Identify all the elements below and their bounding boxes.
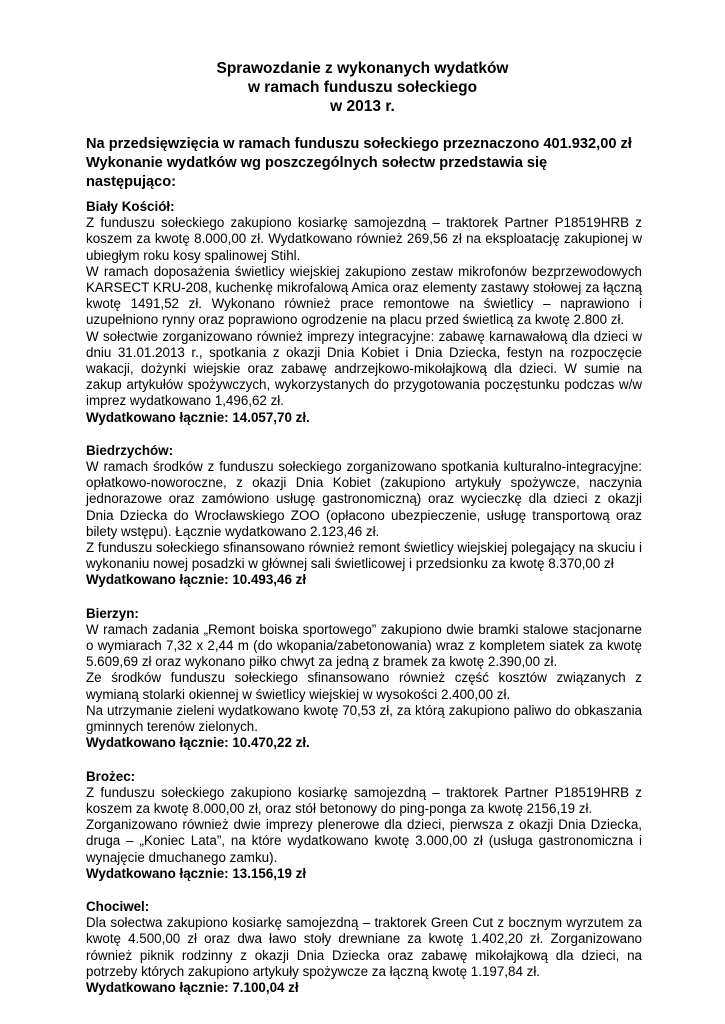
section-total: Wydatkowano łącznie: 10.493,46 zł (86, 572, 307, 588)
section-paragraph: W ramach środków z funduszu sołeckiego zorganizowano spotkania kulturalno-integracyjne: opłatkowo-noworoczne, z okazji Dnia Kobiet (zakupiono artykuły spożywcze, naczynia jednorazowe oraz zamówiono usługę gastronomiczną) oraz wycieczkę dla dzieci z okazji Dnia Dziecka do Wrocławskiego ZOO (opłacono ubezpieczenie, usługę transportową oraz bilety wstępu). Łącznie wydatkowano 2.123,46 zł. (86, 459, 642, 539)
section-paragraph: Z funduszu sołeckiego zakupiono kosiarkę samojezdną – traktorek Partner P18519HRB z koszem za kwotę 8.000,00 zł. Wydatkowano również 269,56 zł na eksploatację zakupionej w ubiegłym roku kosy spalinowej Stihl. (86, 215, 642, 263)
section-title: Biedrzychów: (86, 442, 174, 458)
title-line-3: w 2013 r. (330, 98, 395, 115)
section-title: Chociwel: (86, 898, 150, 914)
section-paragraph: Z funduszu sołeckiego sfinansowano również remont świetlicy wiejskiej polegający na skuciu i wykonaniu nowej posadzki w głównej sali świetlicowej i przedsionku za kwotę 8.370,00 zł (86, 540, 642, 572)
section-title: Brożec: (86, 768, 136, 784)
document-title (0, 59, 725, 116)
section-title: Bierzyn: (86, 605, 139, 621)
section-bialy-kosciol (86, 199, 642, 426)
section-paragraph: W ramach doposażenia świetlicy wiejskiej zakupiono zestaw mikrofonów bezprzewodowych KARSECT KRU-208, kuchenkę mikrofalową Amica oraz elementy zastawy stołowej za łączną kwotę 1491,52 zł. Wykonano również prace remontowe na świetlicy – naprawiono i uzupełniono rynny oraz poprawiono ogrodzenie na placu przed świetlicą za kwotę 2.800 zł. (86, 263, 642, 328)
section-paragraph: Dla sołectwa zakupiono kosiarkę samojezdną – traktorek Green Cut z bocznym wyrzutem za kwotę 4.500,00 zł oraz dwa ławo stoły drewniane za kwotę 1.402,20 zł. Zorganizowano również piknik rodzinny z okazji Dnia Dziecka oraz zabawę mikołajkową dla dzieci, na potrzeby których zakupiono artykuły spożywcze za łączną kwotę 1.197,84 zł. (86, 915, 642, 979)
section-paragraph: W sołectwie zorganizowano również imprezy integracyjne: zabawę karnawałową dla dzieci w dniu 31.01.2013 r., spotkania z okazji Dnia Kobiet i Dnia Dziecka, festyn na rozpoczęcie wakacji, dożynki wiejskie oraz zabawę andrzejkowo-mikołajkową dla dzieci. W sumie na zakup artykułów spożywczych, wykorzystanych do przygotowania poczęstunku podczas w/w imprez wydatkowano 1,496,62 zł. (86, 328, 642, 409)
title-line-2: w ramach funduszu sołeckiego (247, 79, 478, 96)
section-chociwel (86, 899, 642, 996)
section-paragraph: Na utrzymanie zieleni wydatkowano kwotę 70,53 zł, za którą zakupiono paliwo do obkaszania gminnych terenów zielonych. (86, 702, 642, 735)
section-bierzyn (86, 606, 642, 752)
section-biedrzychow (86, 443, 642, 589)
intro-line-1: Na przedsięwzięcia w ramach funduszu sołeckiego przeznaczono 401.932,00 zł (86, 136, 632, 152)
intro-line-2: Wykonanie wydatków wg poszczególnych sołectw przedstawia się (86, 155, 548, 171)
sections-list (86, 199, 642, 1013)
section-paragraph: Ze środków funduszu sołeckiego sfinansowano również część kosztów związanych z wymianą stolarki okiennej w świetlicy wiejskiej w wysokości 2.400,00 zł. (86, 670, 642, 702)
intro-line-3: następująco: (86, 174, 177, 190)
section-paragraph: Z funduszu sołeckiego zakupiono kosiarkę samojezdną – traktorek Partner P18519HRB z koszem za kwotę 8.000,00 zł, oraz stół betonowy do ping-ponga za kwotę 2156,19 zł. (86, 784, 642, 816)
intro-paragraph (86, 135, 646, 192)
section-paragraph: Zorganizowano również dwie imprezy plenerowe dla dzieci, pierwsza z okazji Dnia Dziecka, druga – „Koniec Lata”, na które wydatkowano kwotę 3.000,00 zł (usługa gastronomiczna i wynajęcie dmuchanego zamku). (86, 817, 642, 865)
section-total: Wydatkowano łącznie: 14.057,70 zł. (86, 409, 310, 425)
section-total: Wydatkowano łącznie: 7.100,04 zł (86, 979, 299, 995)
section-paragraph: W ramach zadania „Remont boiska sportowego” zakupiono dwie bramki stalowe stacjonarne o wymiarach 7,32 x 2,44 m (do wkopania/zabetonowania) wraz z kompletem siatek za kwotę 5.609,69 zł oraz wykonano piłko chwyt za jedną z bramek za kwotę 2.390,00 zł. (86, 621, 642, 670)
section-title: Biały Kościół: (86, 199, 175, 214)
section-total: Wydatkowano łącznie: 13.156,19 zł (86, 865, 307, 881)
section-total: Wydatkowano łącznie: 10.470,22 zł. (86, 735, 310, 751)
title-line-1: Sprawozdanie z wykonanych wydatków (216, 60, 509, 77)
section-brozec (86, 769, 642, 882)
